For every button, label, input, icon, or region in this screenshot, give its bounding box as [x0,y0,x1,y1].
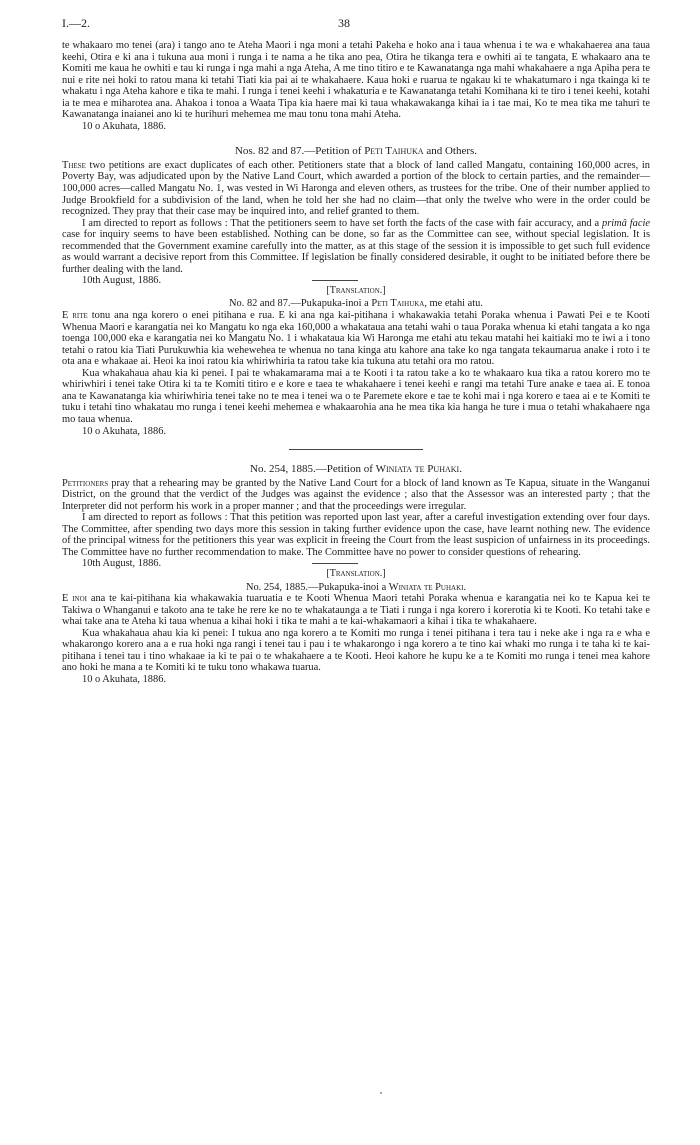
translation-82-date: 10 o Akuhata, 1886. [82,425,166,437]
section-divider [289,449,423,450]
body-text: pray that a rehearing may be granted by the Native Land Court for a block of land known as Te Kapua, situate in the Wanganui District, on the ground that the verdict of the Judges was against the evidence ; also that the Assessor was an interested party ; that the Interpreter did not perform his work in a proper manner ; and that the proceedings were irregular. [62,477,650,512]
parliamentary-paper-reference: I.—2. [62,16,90,30]
translation-label: [Translation.] [326,567,386,579]
heading-text: No. 254, 1885.—Petition of [250,463,376,476]
petitioner-name: Peti Taihuka [371,298,425,310]
body-text: tonu ana nga korero o enei pitihana e rua. E ki ana nga kai-pitihana i whakawakia tetahi Poraka whenua i Pawati Pei e te Kooti Whenua Maori e karangatia nei ko Mangatu ko nga eka 160,000 a whakataua ana tetahi wahi o taua Poraka whenua ki etahi tangata a ko nga toenga 100,000 eka e karangatia nei ko Mangatu No. 1 i whakataua kia Wi Haronga me etahi atu tekau matahi hei kaitiaki mo te iwi a i tono tetahi o ratou kia Tiati Purukuwhia kia wehewehea te whenua no tana kinga atu kahore ana take ko nga tangata tekaumarua anake i roto i te ota ana e whakaae ai. Heoi ka inoi ratou kia whiriwhiria ta ratou take kia tukuna atu tetahi ora mo ratou. [62,310,650,368]
petition-82-date: 10th August, 1886. [82,275,162,287]
print-speck [380,1092,382,1094]
translation-82-report: Kua whakahaua ahau kia ki penei. I pai te whakamarama mai a te Kooti i ta ratou take a ko te whakaaro kua tika a ratou korero mo te whiriwhiri i tenei take Otira ki ta te Komiti titiro e e kore e taea te whakahaere i tenei keehi e rangi ma tetahi Ture anake e taea ai. E tonoa ana te Kawanatanga kia whiriwhiria tenei take no te mea i tenei wa o te Paremete ekore e tae te kohi mai i nga korero e taea ai e te Komiti te tuku i tetahi tino whakatau mo runga i tenei keehi mehemea e whakaarohia ana he mea tika kia hanga he ture i mua o tetahi whakahaere nga mo taua whenua. [62,367,650,425]
report-text: I am directed to report as follows : That the petitioners seem to have set forth the facts of the case with fair accuracy, and a [82,217,603,229]
petition-82-heading [62,146,650,158]
translation-label: [Translation.] [326,284,386,296]
petition-254-heading [62,464,650,476]
translation-82-body [62,310,650,368]
petition-254-body [62,478,650,513]
body-text: ana te kai-pitihana kia whakawakia tuaruatia e te Kooti Whenua Maori tetahi Poraka whenua e karangatia nei ko te Kapua kei te Takiwa o Whanganui e takoto ana te take he rere ke no te whakataunga a te Tiati i runga i nga korero i korerotia ki te Kooti. Ko tetahi take e whai take ana te Ateha ki taua whenua a kihai hoki i tika te mahi a te kai-whakamaori a kihai i tika te whakahaere. [62,593,651,628]
page-header [62,18,650,40]
heading-text: . [459,463,462,476]
continuation-date: 10 o Akuhata, 1886. [82,120,166,132]
lead-word: E inoi [62,593,87,605]
page-number: 38 [338,16,350,30]
continuation-paragraph: te whakaaro mo tenei (ara) i tango ano te Ateha Maori i nga moni a tetahi Pakeha e hoko ana i taua whenua i te wa e whakahaerea ana taua keehi, Otira e ki ana i tukuna aua moni i runga i te nama a he tika ano pea, Otira he tikanga tera e owhiti ai te tangata, E whakaaro ana te Komiti me kaua he owhiti e tau ki runga i nga mahi a nga Ateha, A me tino titiro e te Kawanatanga nga mahi whakahaere a nga Apiha pera te nui e rite nei hoki to ratou mana ki tetahi Tiati kia pai ai te whakahaere. Kaua hoki e ruarua te ngakau ki te whakatumaro i nga tkainga ki te whakatu i nga Ateha kahore e tika te mahi. I runga i tenei keehi i whakaturia e te Kawanatanga tetahi Komihana ki te tiro i tenei keehi, kotahi ia te mea e miharotea ana. Ahakoa i tonoa a Waata Tipa kia haere mai ki taua whakawakanga kihai ia i tae mai, Ko te mea tika me tahuri te Kawanatanga inaianei ano ki te hurihuri mehemea me mau tonu tona mahi Ateha. [62,40,650,121]
petitioner-name: Peti Taihuka [364,145,424,158]
heading-text: , me etahi atu. [424,298,483,310]
petition-82-body [62,160,650,218]
petitioner-name: Winiata te Puhaki [388,581,464,593]
petition-82-report [62,218,650,276]
separator-rule [312,563,358,564]
heading-text: Nos. 82 and 87.—Petition of [234,145,365,158]
separator-rule [312,280,358,281]
continuation-section [62,40,650,132]
petition-254-section [62,463,650,570]
translation-82-heading [62,298,650,310]
translation-254-section [62,568,650,685]
lead-word: E rite [62,310,88,322]
heading-text: No. 82 and 87.—Pukapuka-inoi a [229,298,372,310]
heading-text: and Others. [423,145,478,158]
petition-254-report: I am directed to report as follows : That this petition was reported upon last year, after a careful investigation extending over four days. The Committee, after spending two days more this session in taking further evidence upon the case, have learnt nothing new. The evidence of the principal witness for the petitioners this year was explicit in freeing the Court from the least suspicion of unfairness in its proceedings. The Committee have no further recommendation to make. The Committee have no power to consider questions of rehearing. [62,512,650,558]
petition-82-section [62,145,650,287]
translation-82-section [62,285,650,450]
translation-254-body [62,593,650,628]
report-italic: primâ facie [602,217,650,229]
petition-254-date: 10th August, 1886. [82,558,162,570]
lead-word: These [62,159,86,171]
body-text: two petitions are exact duplicates of each other. Petitioners state that a block of land called Mangatu, containing 160,000 acres, in Poverty Bay, was adjudicated upon by the Native Land Court, which awarded a portion of the block to certain parties, and the remainder—100,000 acres—called Mangatu No. 1, was vested in Wi Haronga and eleven others, as trustees for the tribe. One of their number applied to Judge Brookfield for a subdivision of the land, when he told her she had no claim—that only the twelve who were in the order could be recognized. They pray that their case may be inquired into, and relief granted to them. [62,159,650,218]
heading-text: . [463,581,467,593]
lead-word: Petitioners [62,477,109,489]
petitioner-name: Winiata te Puhaki [375,463,460,476]
translation-254-heading [62,582,650,594]
report-text: case for inquiry seems to have been established. Nothing can be done, so far as the Committee can see, without special legislation. It is recommended that the Government examine carefully into the matter, as at this stage of the session it is impossible to get such full evidence as would warrant a decisive report from this Committee. If legislation be finally considered desirable, it ought to be initiated before there be further dealing with the land. [62,229,650,275]
heading-text: No. 254, 1885.—Pukapuka-inoi a [245,581,389,593]
translation-254-report: Kua whakahaua ahau kia ki penei: I tukua ano nga korero a te Komiti mo runga i tenei pitihana i tera tau i neke ake i nga ra e wha e whakarongo korero ana a e rua hoki nga rangi i tenei tau i pau i te whakarongo i nga korero a te tino kai whaki mo runga i te taha ki te kai-pitihana i tenei tau i tino whakaae ia ki te pai o te whakahaere a te Kooti. Heoi kahore he kupu ke a te Komiti mo runga i tenei mea kahore ano hoki he mana a te Komiti ki te tuku tono whakawa tuarua. [62,627,650,674]
translation-254-date: 10 o Akuhata, 1886. [82,673,166,685]
